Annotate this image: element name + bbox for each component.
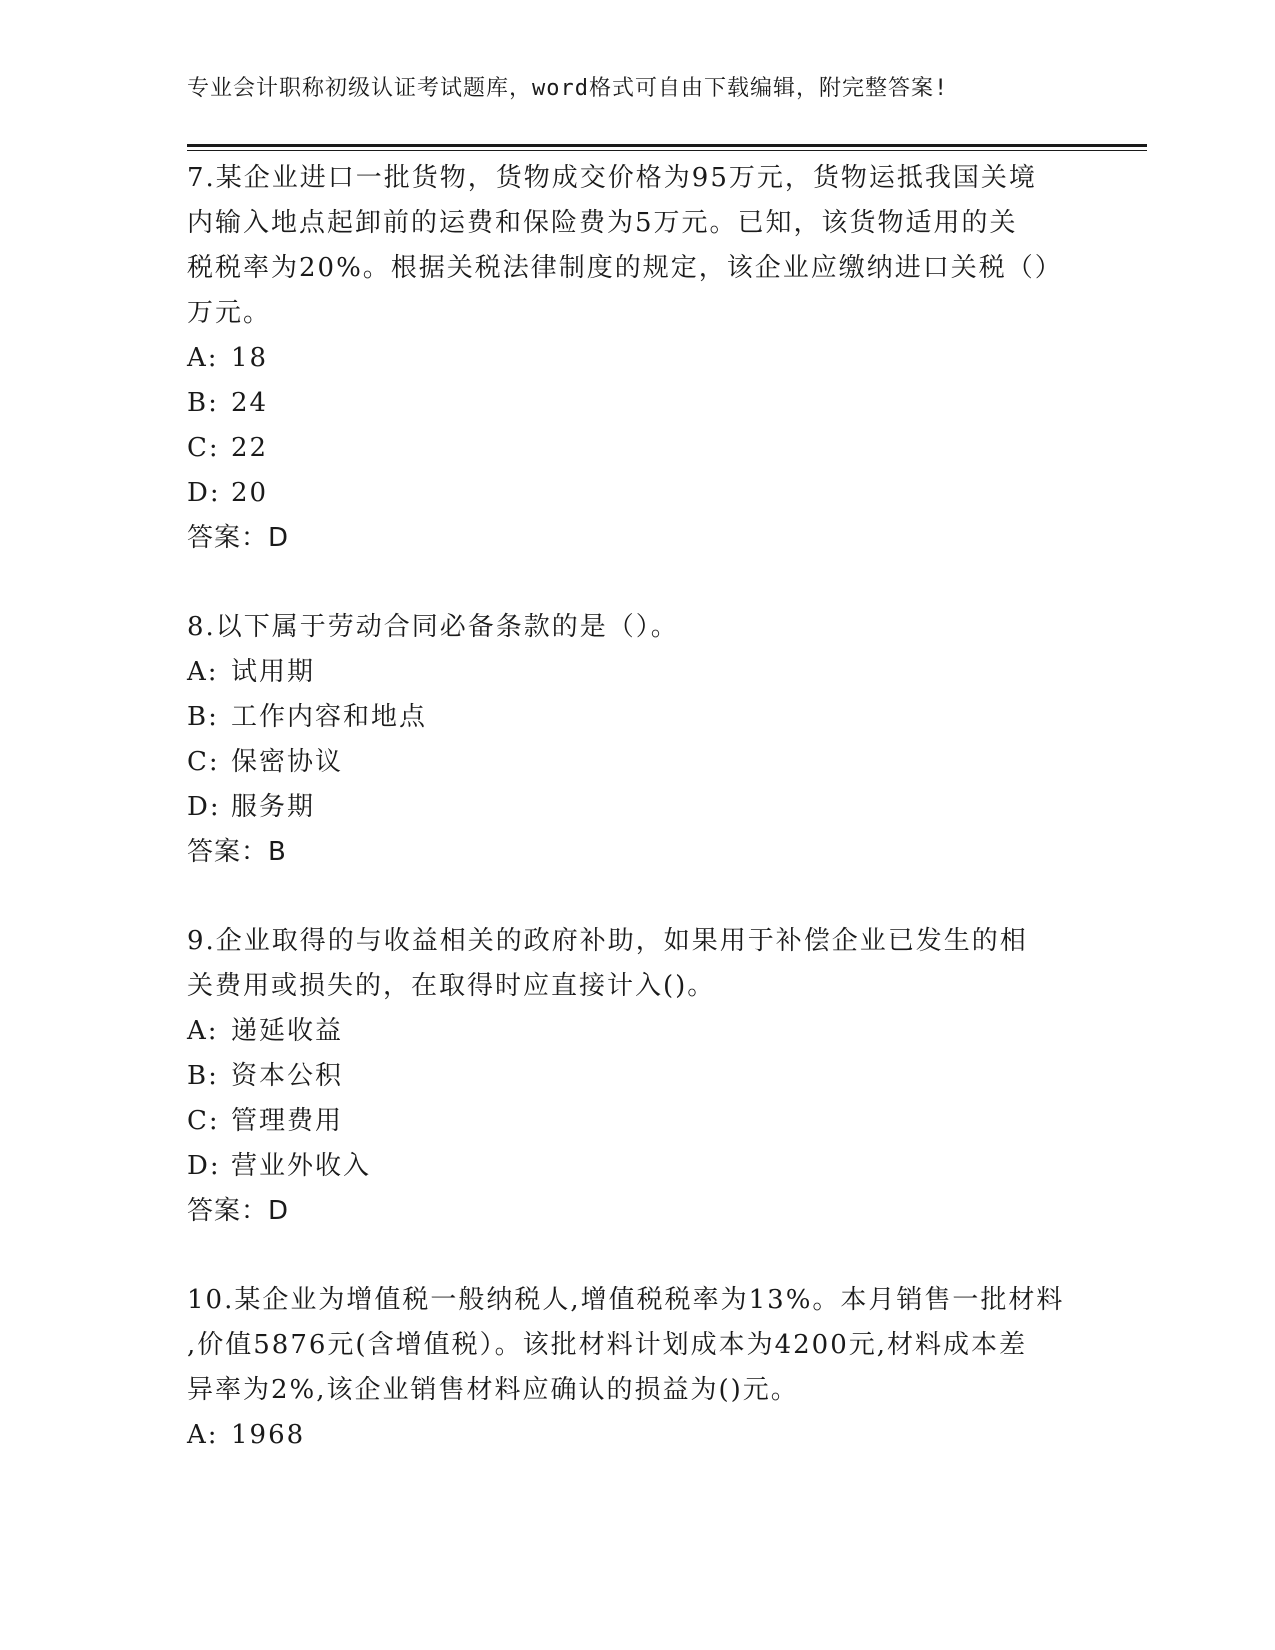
option-b (187, 381, 1087, 426)
option-text: 试用期 (231, 657, 316, 687)
option-text: 22 (231, 433, 269, 463)
option-text: 工作内容和地点 (231, 702, 428, 732)
option-a (187, 1009, 1087, 1054)
question-stem-line: 7.某企业进口一批货物，货物成交价格为95万元，货物运抵我国关境 (187, 163, 1037, 193)
question-stem-line: 内输入地点起卸前的运费和保险费为5万元。已知，该货物适用的关 (187, 208, 1018, 238)
option-key: B: (187, 702, 219, 732)
spacer (187, 875, 1087, 919)
question-stem-line: 税税率为20%。根据关税法律制度的规定，该企业应缴纳进口关税（） (187, 253, 1063, 283)
option-d (187, 1144, 1087, 1189)
answer-line: 答案：B (187, 837, 287, 867)
option-text: 24 (231, 388, 269, 418)
option-key: C: (187, 747, 220, 777)
question-stem-line: 关费用或损失的，在取得时应直接计入()。 (187, 971, 716, 1001)
option-a (187, 336, 1087, 381)
option-text: 20 (231, 478, 269, 508)
option-key: A: (187, 1016, 219, 1046)
option-text: 1968 (231, 1420, 306, 1450)
page-header: 专业会计职称初级认证考试题库，word格式可自由下载编辑，附完整答案! (187, 76, 949, 101)
option-text: 递延收益 (231, 1016, 344, 1046)
option-key: D: (187, 478, 221, 508)
option-key: D: (187, 792, 221, 822)
answer-line: 答案：D (187, 1196, 290, 1226)
header-divider-thin (187, 150, 1147, 151)
option-key: A: (187, 657, 219, 687)
option-key: D: (187, 1151, 221, 1181)
spacer (187, 1234, 1087, 1278)
option-text: 资本公积 (231, 1061, 344, 1091)
option-key: C: (187, 1106, 220, 1136)
question-stem-line: 9.企业取得的与收益相关的政府补助，如果用于补偿企业已发生的相 (187, 926, 1028, 956)
option-d (187, 471, 1087, 516)
answer-line: 答案：D (187, 523, 290, 553)
question-stem-line: 8.以下属于劳动合同必备条款的是（）。 (187, 612, 679, 642)
option-key: B: (187, 1061, 219, 1091)
option-text: 保密协议 (231, 747, 344, 777)
option-key: A: (187, 343, 219, 373)
option-c (187, 426, 1087, 471)
option-key: A: (187, 1420, 219, 1450)
question-stem-line: ,价值5876元(含增值税）。该批材料计划成本为4200元,材料成本差 (187, 1330, 1028, 1360)
spacer (187, 561, 1087, 605)
option-text: 18 (231, 343, 269, 373)
option-text: 管理费用 (231, 1106, 344, 1136)
option-a (187, 650, 1087, 695)
option-text: 营业外收入 (231, 1151, 372, 1181)
option-b (187, 1054, 1087, 1099)
question-stem-line: 万元。 (187, 298, 272, 328)
option-b (187, 695, 1087, 740)
question-9 (187, 919, 1087, 1234)
question-list (187, 156, 1087, 1458)
option-c (187, 740, 1087, 785)
question-8 (187, 605, 1087, 875)
option-d (187, 785, 1087, 830)
option-a (187, 1413, 1087, 1458)
question-10 (187, 1278, 1087, 1458)
option-key: C: (187, 433, 220, 463)
option-text: 服务期 (231, 792, 316, 822)
option-c (187, 1099, 1087, 1144)
question-stem-line: 10.某企业为增值税一般纳税人,增值税税率为13%。本月销售一批材料 (187, 1285, 1065, 1315)
question-7 (187, 156, 1087, 561)
header-divider-thick (187, 144, 1147, 147)
question-stem-line: 异率为2%,该企业销售材料应确认的损益为()元。 (187, 1375, 799, 1405)
option-key: B: (187, 388, 219, 418)
